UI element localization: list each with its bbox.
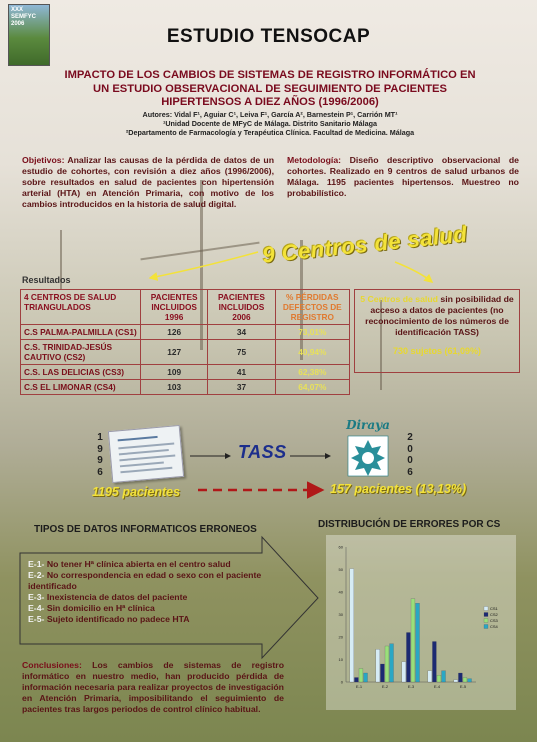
diraya-word: Diraya: [346, 418, 390, 432]
table-header-cell: 4 CENTROS DE SALUD TRIANGULADOS: [21, 290, 141, 325]
table-cell: 103: [141, 380, 208, 395]
side-highlight: 5 Centros de salud: [360, 294, 438, 304]
chart-bar: [428, 671, 432, 682]
legend-label: CS3: [490, 618, 498, 623]
chart-bar: [380, 664, 384, 682]
pacientes-1996: 1195 pacientes: [92, 485, 181, 499]
y-tick-label: 40: [338, 589, 343, 595]
error-code: E-4-: [28, 603, 45, 613]
conclusiones-label: Conclusiones:: [22, 660, 82, 670]
error-code: E-3-: [28, 592, 45, 602]
x-tick-label: E-2: [381, 684, 389, 689]
resultados-label: Resultados: [22, 275, 71, 285]
year-digit: 1: [97, 432, 103, 443]
chart-bar: [468, 679, 472, 682]
table-header-cell: PACIENTES INCLUIDOS 1996: [141, 290, 208, 325]
year-digit: 6: [407, 466, 413, 478]
authors-line: Autores: Vidal F¹, Aguiar C¹, Leiva F¹, García A², Barnestein P¹, Carrión MT¹: [142, 110, 398, 119]
table-row: [21, 380, 350, 395]
year-1996: [94, 432, 106, 478]
table-row: [21, 365, 350, 380]
subtitle-line: IMPACTO DE LOS CAMBIOS DE SISTEMAS DE REGISTRO INFORMÁTICO EN: [64, 69, 476, 81]
side-text: sin posibilidad de acceso a datos de pacientes (no reconocimiento de los números de identificación TASS): [365, 294, 514, 337]
chart-bar: [406, 633, 410, 683]
legend-label: CS4: [490, 624, 498, 629]
diraya-logo: [336, 418, 400, 484]
metodologia-text: Diseño descriptivo observacional de cohortes. Realizado en 9 centros de salud urbanos de Málaga. 1195 pacientes hipertensos. Muestreo no probabilístico.: [287, 155, 519, 198]
year-digit: 0: [407, 455, 413, 466]
error-text: Inexistencia de datos del paciente: [46, 592, 188, 602]
chart-bar: [416, 603, 420, 682]
y-tick-label: 30: [338, 612, 343, 617]
conclusiones-block: [22, 660, 284, 715]
year-2006: [404, 432, 416, 478]
affiliation-1: ¹Unidad Docente de MFyC de Málaga. Distrito Sanitario Málaga: [162, 119, 378, 128]
chart-bar: [364, 673, 368, 682]
error-text: No correspondencia en edad o sexo con el paciente identificado: [28, 570, 262, 591]
chart-bar: [350, 569, 354, 682]
chart-bar: [390, 644, 394, 682]
error-text: No tener Hª clínica abierta en el centro salud: [46, 559, 231, 569]
chart-bar: [442, 671, 446, 682]
y-tick-label: 60: [338, 544, 343, 550]
clinical-document-icon: [108, 425, 184, 483]
x-tick-label: E-3: [407, 684, 415, 689]
y-tick-label: 50: [338, 567, 343, 572]
chart-bar: [463, 678, 467, 683]
chart-bar: [402, 662, 406, 682]
errors-bar-chart: [326, 535, 516, 710]
chart-bar: [454, 680, 458, 682]
affiliation-2: ²Departamento de Farmacología y Terapéutica Clínica. Facultad de Medicina. Málaga: [125, 128, 415, 137]
resultados-table: [20, 289, 350, 395]
year-digit: 9: [97, 443, 103, 455]
conclusiones-text: Los cambios de sistemas de registro informático en nuestro medio, han producido pérdida de información necesaria para realizar proyectos de investigación en Atención Primaria, imposibilitando el seguimiento de pacientes tras largos periodos de control clínico habitual.: [22, 660, 284, 714]
metodologia-label: Metodología:: [287, 155, 342, 165]
table-cell: 37: [208, 380, 275, 395]
y-tick-label: 20: [338, 634, 343, 640]
table-cell: 62,38%: [275, 365, 349, 380]
error-text: Sin domicilio en Hª clínica: [46, 603, 155, 613]
list-item: [28, 614, 278, 625]
legend-swatch: [484, 619, 488, 623]
subtitle-line: HIPERTENSOS A DIEZ AÑOS (1996/2006): [161, 96, 379, 108]
year-digit: 9: [97, 455, 103, 466]
table-header-cell: % PÉRDIDAS DEFECTOS DE REGISTRO: [275, 290, 349, 325]
legend-swatch: [484, 625, 488, 629]
table-cell: 41: [208, 365, 275, 380]
legend-swatch: [484, 613, 488, 617]
tipos-title: TIPOS DE DATOS INFORMATICOS ERRONEOS: [34, 524, 257, 535]
x-tick-label: E-1: [355, 684, 363, 689]
table-cell: 40,94%: [275, 340, 349, 365]
table-row: [21, 340, 350, 365]
year-digit: 6: [97, 466, 103, 478]
table-row: [21, 325, 350, 340]
subtitle-line: UN ESTUDIO OBSERVACIONAL DE SEGUIMIENTO DE PACIENTES: [93, 82, 447, 95]
table-cell: C.S PALMA-PALMILLA (CS1): [21, 325, 141, 340]
table-cell: 75: [208, 340, 275, 365]
year-digit: 2: [407, 432, 413, 443]
error-text: Sujeto identificado no padece HTA: [46, 614, 190, 624]
y-tick-label: 0: [340, 679, 343, 685]
legend-label: CS2: [490, 612, 498, 617]
objetivos-label: Objetivos:: [22, 155, 65, 165]
table-cell: 73,01%: [275, 325, 349, 340]
chart-bar: [385, 646, 389, 682]
table-header-cell: PACIENTES INCLUIDOS 2006: [208, 290, 275, 325]
tass-label: TASS: [238, 442, 287, 462]
sujetos-count: 730 sujetos (61,09%): [392, 346, 482, 356]
chart-bar: [411, 599, 415, 682]
chart-bar: [376, 649, 380, 682]
diraya-star-icon: [336, 418, 400, 484]
legend-label: CS1: [490, 606, 498, 611]
table-cell: 126: [141, 325, 208, 340]
table-cell: 127: [141, 340, 208, 365]
table-cell: 109: [141, 365, 208, 380]
x-tick-label: E-5: [459, 684, 467, 689]
list-item: [28, 559, 278, 570]
y-tick-label: 10: [338, 657, 343, 662]
error-code: E-1-: [28, 559, 45, 569]
list-item: [28, 603, 278, 614]
chart-title: DISTRIBUCIÓN DE ERRORES POR CS: [318, 519, 501, 530]
logo-line: XXX: [11, 7, 24, 13]
table-cell: C.S. TRINIDAD-JESÚS CAUTIVO (CS2): [21, 340, 141, 365]
error-code: E-2-: [28, 570, 45, 580]
x-tick-label: E-4: [433, 684, 441, 689]
chart-bar: [437, 675, 441, 682]
error-types-list: [22, 555, 284, 643]
table-cell: 34: [208, 325, 275, 340]
year-digit: 0: [407, 443, 413, 455]
table-header-row: [21, 290, 350, 325]
side-info-box: [354, 289, 520, 373]
chart-bar: [354, 678, 358, 683]
list-item: [28, 570, 278, 592]
legend-swatch: [484, 607, 488, 611]
logo-line: SEMFYC: [11, 14, 37, 20]
chart-bar: [432, 642, 436, 683]
chart-bar: [359, 669, 363, 683]
logo-line: 2006: [11, 21, 25, 27]
list-item: [28, 592, 278, 603]
centros-banner: 9 Centros de salud: [261, 221, 469, 268]
table-cell: 64,07%: [275, 380, 349, 395]
poster-title: ESTUDIO TENSOCAP: [166, 26, 371, 47]
table-cell: C.S EL LIMONAR (CS4): [21, 380, 141, 395]
pacientes-2006: 157 pacientes (13,13%): [330, 482, 467, 496]
objetivos-text: Analizar las causas de la pérdida de datos de un estudio de cohortes, con revisión a diez años (1996/2006), sobre resultados en salud de pacientes con hipertensión arterial (HTA) en Atención Primaria, con motivo de los cambios introducidos en la historia de salud digital.: [22, 155, 275, 209]
table-cell: C.S. LAS DELICIAS (CS3): [21, 365, 141, 380]
error-code: E-5-: [28, 614, 45, 624]
chart-bar: [458, 673, 462, 682]
